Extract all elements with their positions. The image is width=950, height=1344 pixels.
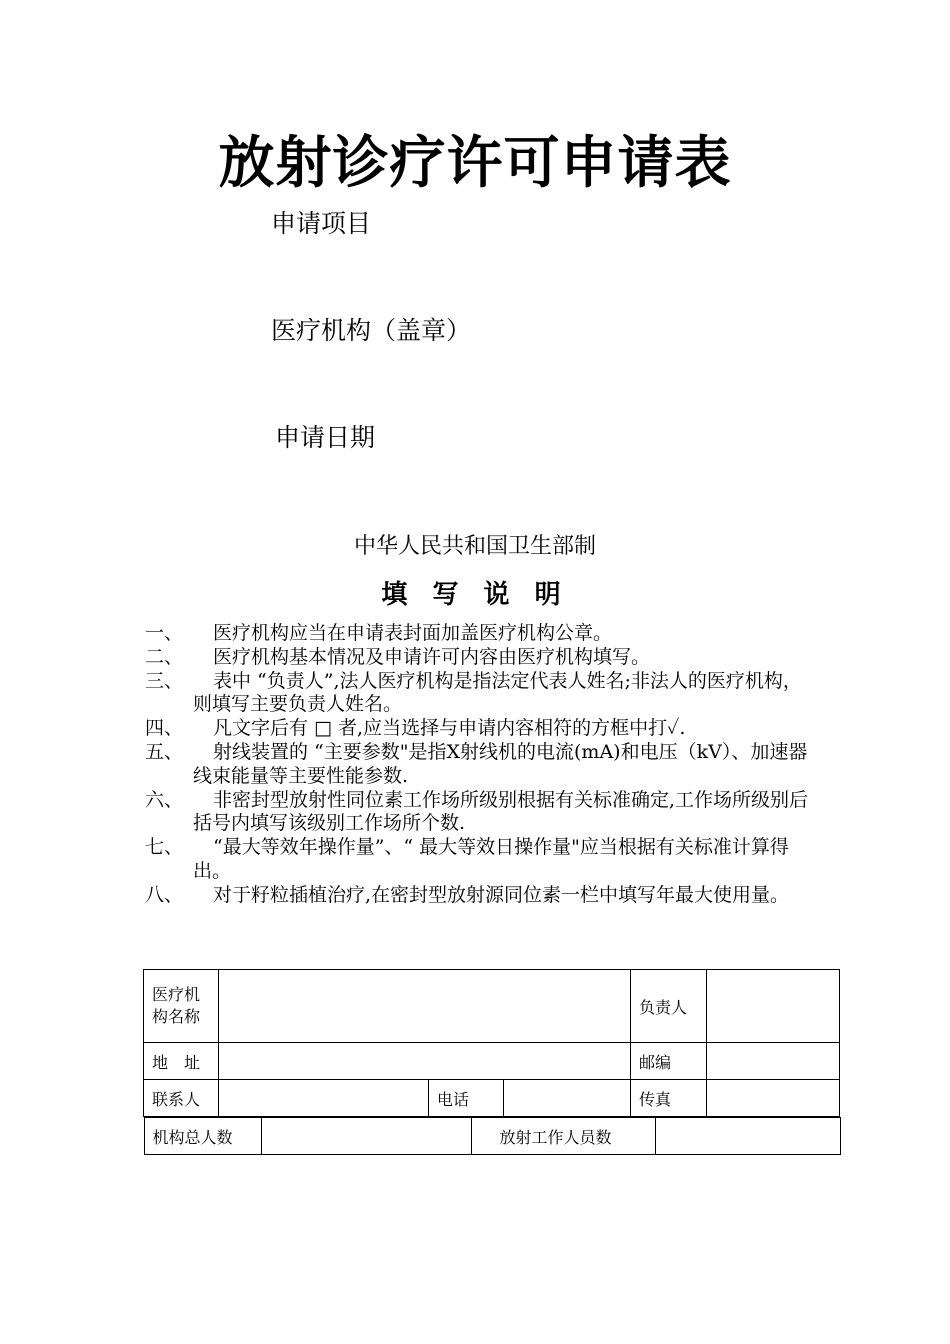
instruction-number: 七、 bbox=[145, 836, 184, 859]
instructions-heading: 填 写 说 明 bbox=[381, 580, 569, 610]
instruction-item bbox=[145, 836, 810, 884]
instructions-list bbox=[145, 622, 810, 908]
instruction-item bbox=[145, 884, 810, 908]
instruction-text: 对于籽粒插植治疗,在密封型放射源同位素一栏中填写年最大使用量。 bbox=[213, 883, 790, 906]
instruction-item bbox=[145, 789, 810, 837]
application-date-label: 申请日期 bbox=[275, 423, 376, 452]
instruction-number: 三、 bbox=[145, 669, 184, 692]
fax-field[interactable] bbox=[707, 1080, 840, 1117]
instruction-text: “最大等效年操作量”、“ 最大等效日操作量"应当根据有关标准计算得出。 bbox=[193, 836, 789, 882]
institution-info-table bbox=[143, 969, 840, 1155]
postcode-field[interactable] bbox=[707, 1043, 840, 1080]
instruction-text: 表中 “负责人”,法人医疗机构是指法定代表人姓名;非法人的医疗机构，则填写主要负责人姓名。 bbox=[193, 669, 802, 716]
total-staff-label: 机构总人数 bbox=[144, 1118, 261, 1155]
phone-field[interactable] bbox=[504, 1080, 631, 1117]
instruction-item bbox=[145, 741, 810, 789]
instruction-text: 凡文字后有 □ 者,应当选择与申请内容相符的方框中打✓. bbox=[213, 717, 686, 740]
contact-field[interactable] bbox=[219, 1080, 429, 1117]
org-name-label: 医疗机构名称 bbox=[144, 970, 219, 1043]
instruction-number: 五、 bbox=[145, 740, 184, 763]
instruction-item bbox=[145, 622, 810, 646]
instruction-number: 四、 bbox=[145, 717, 184, 740]
total-staff-field[interactable] bbox=[261, 1118, 471, 1155]
fax-label: 传真 bbox=[631, 1080, 707, 1117]
issuer-text: 中华人民共和国卫生部制 bbox=[353, 534, 596, 559]
instruction-item bbox=[145, 717, 810, 741]
head-field[interactable] bbox=[707, 970, 840, 1043]
instruction-number: 一、 bbox=[145, 622, 184, 644]
postcode-label: 邮编 bbox=[631, 1043, 707, 1080]
address-field[interactable] bbox=[219, 1043, 631, 1080]
instruction-item bbox=[145, 646, 810, 670]
instruction-number: 六、 bbox=[145, 788, 184, 811]
radiation-staff-field[interactable] bbox=[655, 1118, 840, 1155]
head-label: 负责人 bbox=[631, 970, 707, 1043]
instruction-number: 八、 bbox=[145, 883, 184, 906]
page-title: 放射诊疗许可申请表 bbox=[218, 130, 732, 196]
phone-label: 电话 bbox=[429, 1080, 504, 1117]
staff-table bbox=[144, 1117, 841, 1155]
contact-label: 联系人 bbox=[144, 1080, 219, 1117]
staff-row bbox=[144, 1117, 840, 1156]
radiation-staff-label: 放射工作人员数 bbox=[471, 1118, 655, 1155]
instruction-item bbox=[145, 670, 810, 718]
instruction-text: 非密封型放射性同位素工作场所级别根据有关标准确定,工作场所级别后括号内填写该级别工作场所个数. bbox=[193, 788, 809, 835]
application-item-label: 申请项目 bbox=[271, 209, 372, 238]
instruction-number: 二、 bbox=[145, 645, 184, 668]
instruction-text: 医疗机构应当在申请表封面加盖医疗机构公章。 bbox=[213, 622, 613, 644]
org-name-field[interactable] bbox=[219, 970, 631, 1043]
instruction-text: 射线装置的 “主要参数"是指X射线机的电流(mA)和电压（kV）、加速器线束能量等主要性能参数. bbox=[193, 740, 808, 787]
address-label: 地 址 bbox=[144, 1043, 219, 1080]
instruction-text: 医疗机构基本情况及申请许可内容由医疗机构填写。 bbox=[213, 645, 651, 668]
medical-institution-seal-label: 医疗机构（盖章） bbox=[271, 316, 472, 345]
